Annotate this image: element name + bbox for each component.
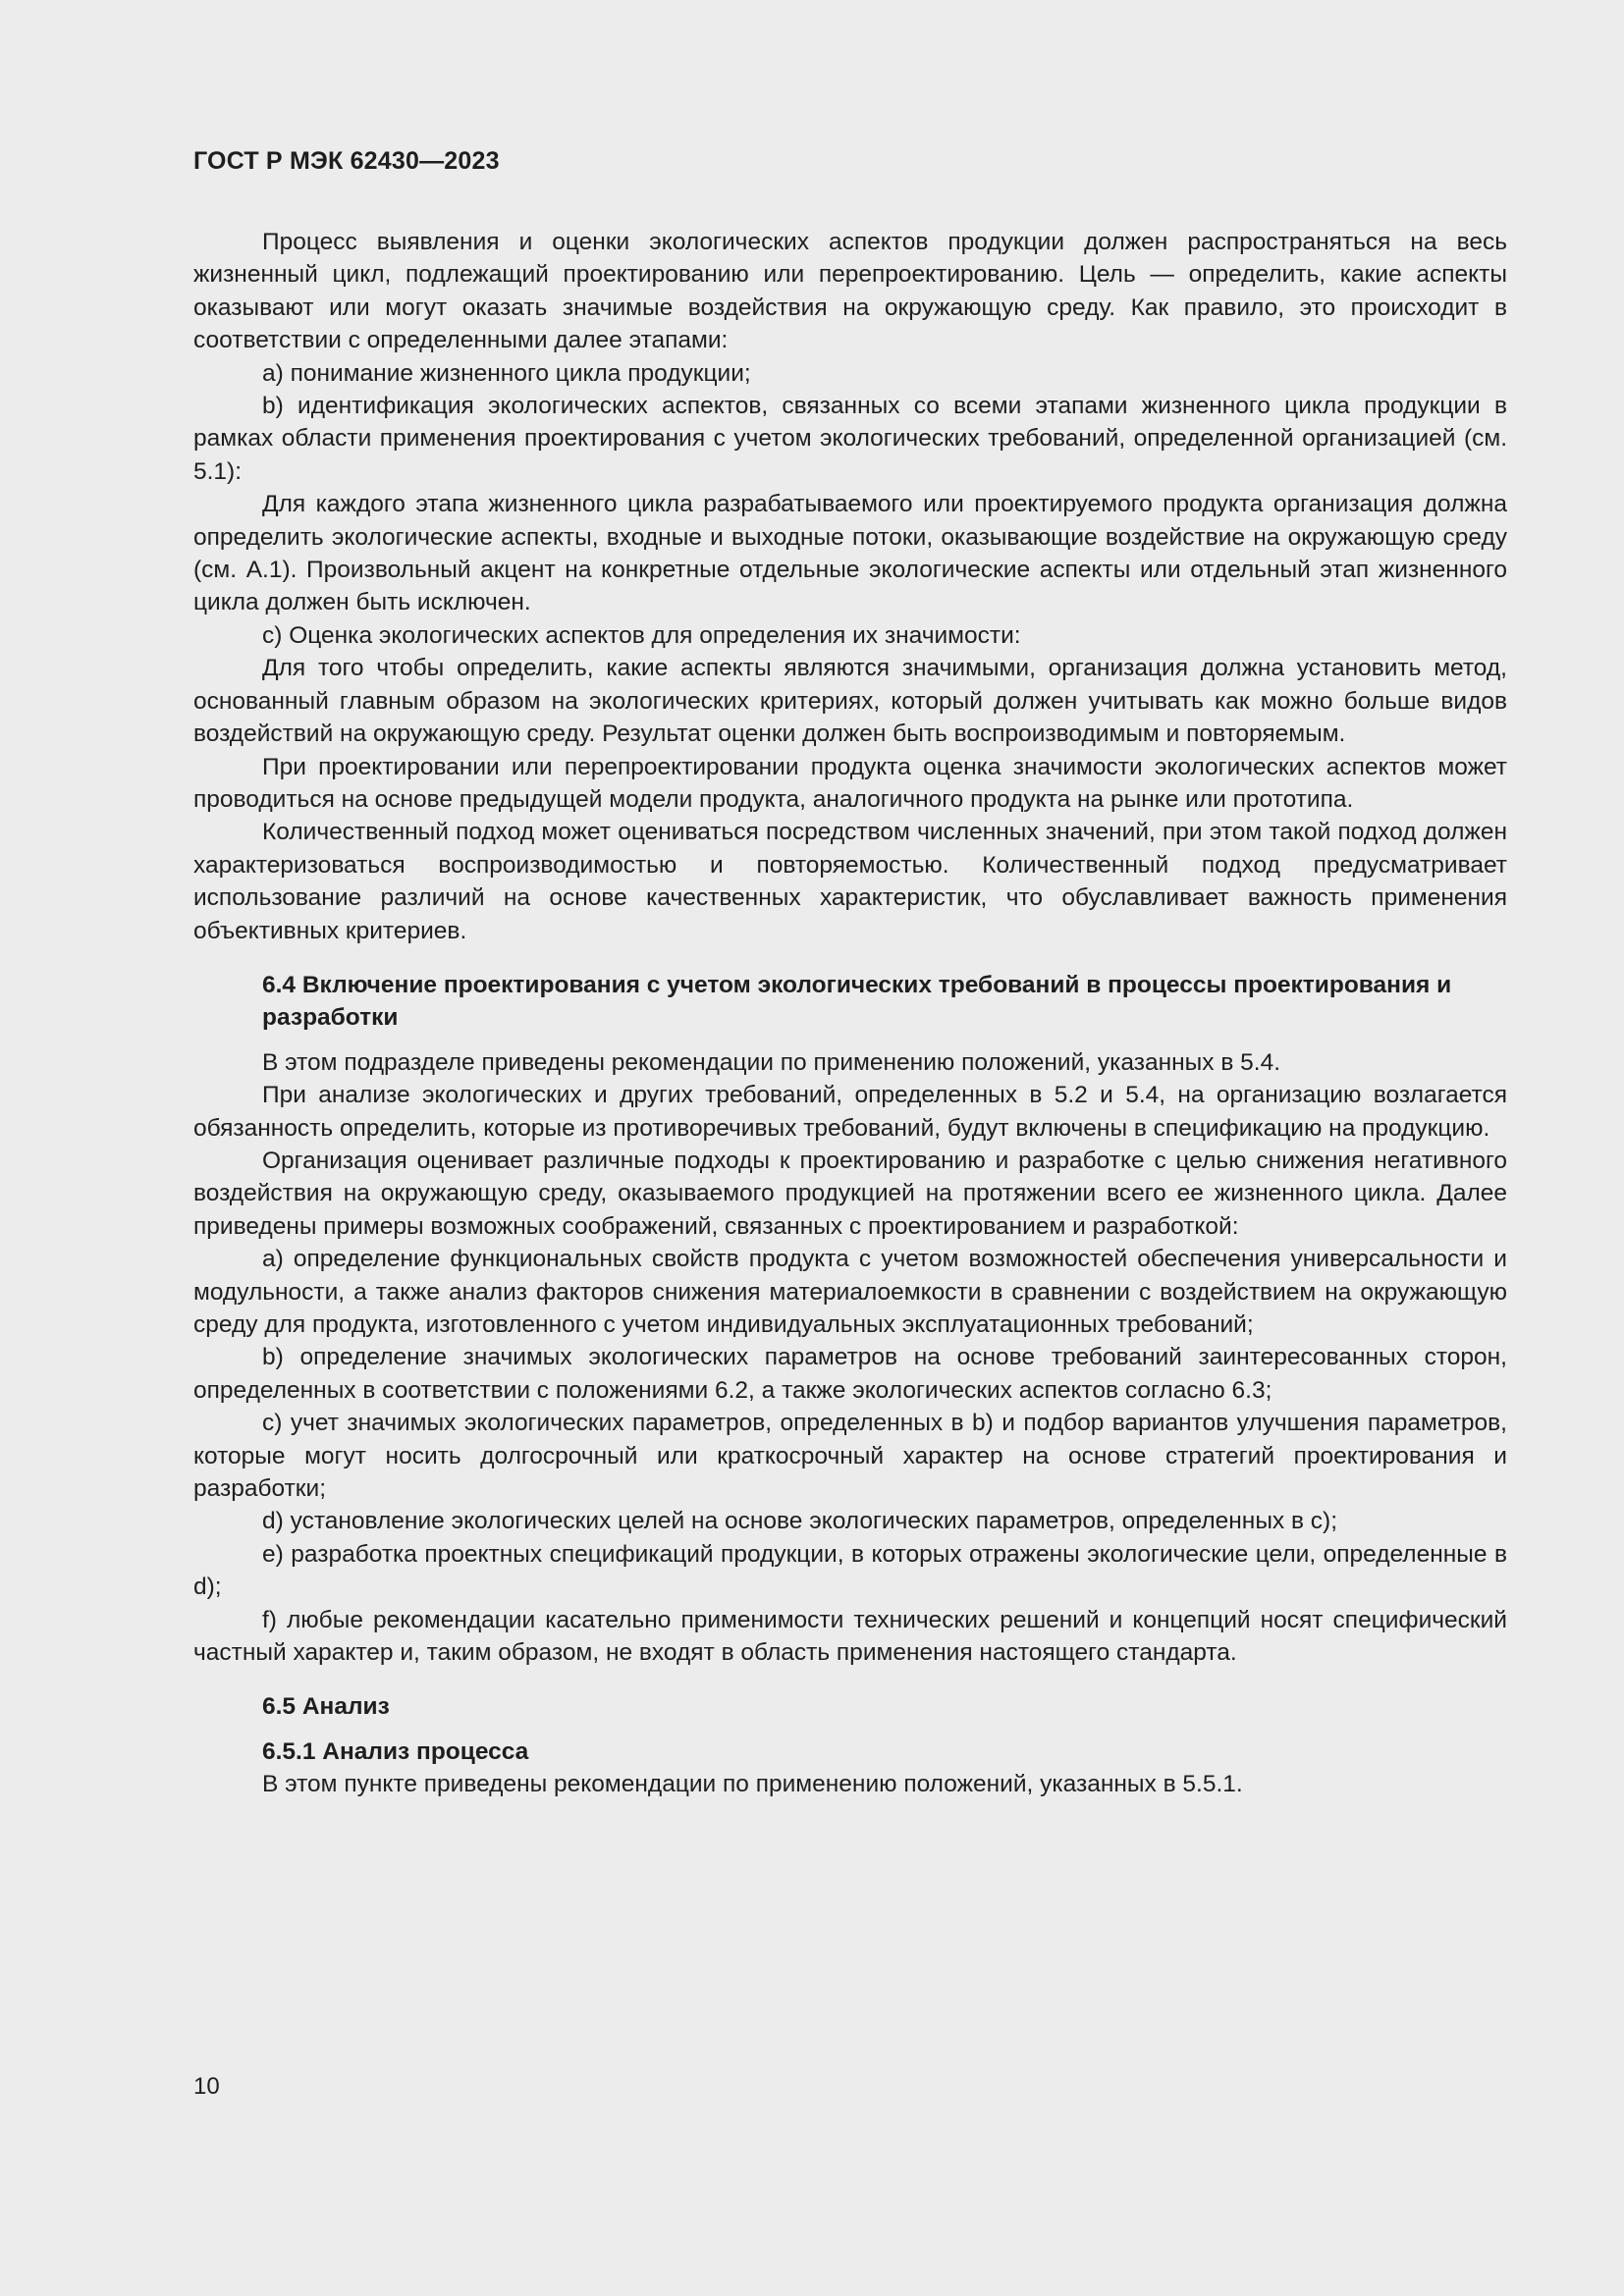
paragraph-6-4-recommendations: В этом подразделе приведены рекомендации по применению положений, указанных в 5.4. [262,1048,1281,1076]
section-heading-6-5: 6.5 Анализ [262,1693,390,1721]
subsection-heading-6-5-1: 6.5.1 Анализ процесса [262,1737,529,1765]
paragraph-quantitative-approach: Количественный подход может оцениваться посредством численных значений, при этом такой подход должен характеризоваться воспроизводимостью и повторяемостью. Количественный подход предусматривает использование различий на основе качественных характеристик, что обуславливает важность применения объективных критериев. [193,819,1507,944]
list-item-a-lifecycle: а) понимание жизненного цикла продукции; [262,359,751,387]
list-item-6-4-b: b) определение значимых экологических параметров на основе требований заинтересованных сторон, определенных в соответствии с положениями 6.2, а также экологических аспектов согласно 6.3; [193,1344,1507,1404]
paragraph-6-4-approaches: Организация оценивает различные подходы к проектированию и разработке с целью снижения негативного воздействия на окружающую среду, оказываемого продукцией на протяжении всего ее жизненного цикла. Далее приведены примеры возможных соображений, связанных с проектированием и разработкой: [193,1147,1507,1240]
document-body [193,226,1507,1801]
list-item-6-4-d: d) установление экологических целей на основе экологических параметров, определенных в с); [262,1508,1338,1535]
section-heading-6-4: 6.4 Включение проектирования с учетом экологических требований в процессы проектирования и разработки [262,971,1452,1032]
paragraph-significance-method: Для того чтобы определить, какие аспекты являются значимыми, организация должна установить метод, основанный главным образом на экологических критериях, который должен учитывать как можно больше видов воздействий на окружающую среду. Результат оценки должен быть воспроизводимым и повторяемым. [193,655,1507,748]
list-item-6-4-f: f) любые рекомендации касательно применимости технических решений и концепций носят специфический частный характер и, таким образом, не входят в область применения настоящего стандарта. [193,1606,1507,1667]
paragraph-6-5-1-recommendations: В этом пункте приведены рекомендации по применению положений, указанных в 5.5.1. [262,1771,1243,1798]
list-item-c-evaluation: с) Оценка экологических аспектов для определения их значимости: [262,621,1021,649]
list-item-6-4-c: с) учет значимых экологических параметров, определенных в b) и подбор вариантов улучшения параметров, которые могут носить долгосрочный или краткосрочный характер на основе стратегий проектирования и разработки; [193,1410,1507,1503]
document-code-header: ГОСТ Р МЭК 62430—2023 [193,147,500,175]
list-item-b-identification: b) идентификация экологических аспектов, связанных со всеми этапами жизненного цикла продукции в рамках области применения проектирования с учетом экологических требований, определенной организацией (см. 5.1): [193,393,1507,485]
paragraph-redesign-evaluation: При проектировании или перепроектировании продукта оценка значимости экологических аспектов может проводиться на основе предыдущей модели продукта, аналогичного продукта на рынке или прототипа. [193,753,1507,813]
list-item-6-4-e: е) разработка проектных спецификаций продукции, в которых отражены экологические цели, определенные в d); [193,1540,1507,1601]
list-item-6-4-a: а) определение функциональных свойств продукта с учетом возможностей обеспечения универсальности и модульности, а также анализ факторов снижения материалоемкости в сравнении с воздействием на окружающую среду для продукта, изготовленного с учетом индивидуальных эксплуатационных требований; [193,1246,1507,1338]
paragraph-process-intro: Процесс выявления и оценки экологических аспектов продукции должен распространяться на весь жизненный цикл, подлежащий проектированию или перепроектированию. Цель — определить, какие аспекты оказывают или могут оказать значимые воздействия на окружающую среду. Как правило, это происходит в соответствии с определенными далее этапами: [193,229,1507,354]
paragraph-6-4-requirements: При анализе экологических и других требований, определенных в 5.2 и 5.4, на организацию возлагается обязанность определить, которые из противоречивых требований, будут включены в спецификацию на продукцию. [193,1082,1507,1142]
page-number: 10 [193,2073,220,2100]
paragraph-each-stage: Для каждого этапа жизненного цикла разрабатываемого или проектируемого продукта организация должна определить экологические аспекты, входные и выходные потоки, оказывающие воздействие на окружающую среду (см. А.1). Произвольный акцент на конкретные отдельные экологические аспекты или отдельный этап жизненного цикла должен быть исключен. [193,491,1507,616]
